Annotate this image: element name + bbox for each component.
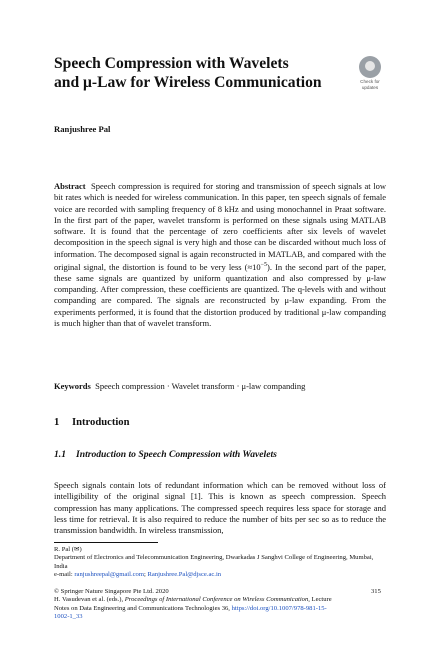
- abstract: [54, 181, 386, 329]
- footnote-rule: [54, 542, 158, 543]
- title-line-2: and μ-Law for Wireless Communication: [54, 74, 322, 91]
- subsection-number: 1.1: [54, 449, 66, 460]
- citation-proceedings: Proceedings of International Conference on Wireless Communication: [124, 596, 309, 604]
- section-heading: [54, 417, 130, 428]
- title-line-1: Speech Compression with Wavelets: [54, 55, 289, 72]
- author-name: Ranjushree Pal: [54, 124, 111, 134]
- section-number: 1: [54, 417, 60, 428]
- check-updates-icon: [359, 56, 381, 78]
- citation-series: , Lecture Notes on Data Engineering and Communications Technologies 36,: [54, 596, 332, 612]
- badge-text-2: updates: [361, 85, 379, 90]
- copyright-line: © Springer Nature Singapore Pte Ltd. 2020: [54, 588, 169, 595]
- author-footnote: [54, 546, 386, 580]
- paper-title: [54, 54, 344, 92]
- abstract-exponent: −5: [260, 261, 268, 268]
- subsection-title: Introduction to Speech Compression with Wavelets: [76, 449, 277, 460]
- email-separator: ;: [143, 571, 146, 579]
- abstract-text-b: ). In the second part of the paper, these same signals are quantized by uniform quantization and also compressed by μ-law companding. After compression, these coefficients are quantized. The q-levels with and without companding are compared. The signals are reconstructed by μ-law expanding. From the experiments performed, it is found that the distortion produced by traditional μ-law companding is much higher than that of wavelet transform.: [54, 261, 386, 328]
- badge-text-1: Check for: [360, 79, 380, 84]
- abstract-text-a: Speech compression is required for storing and transmission of speech signals at low bit rates which is needed for wireless communication. In this paper, ten speech signals of female voice are recorded with sampling frequency of 8 kHz and using monochannel in Praat software. In the first part of the paper, wavelet transform is performed on these signals using MATLAB software. It is found that the percentage of zero coefficients after six levels of wavelet decomposition in the speech signal is very high and those can be discarded without much loss of information. The decomposed signal is again reconstructed in MATLAB, and compared with the original signal, the distortion is found to be very less (≈10: [54, 181, 387, 272]
- footnote-author: R. Pal (✉): [54, 546, 82, 553]
- keywords-label: Keywords: [54, 381, 91, 391]
- email-link-1[interactable]: ranjushreepal@gmail.com: [74, 571, 144, 579]
- doi-link[interactable]: https://doi.org/10.1007/978-981-15-1002-1_33: [54, 604, 327, 621]
- copyright-block: [54, 588, 334, 622]
- keywords-text: Speech compression · Wavelet transform · μ-law companding: [95, 381, 306, 391]
- body-paragraph: Speech signals contain lots of redundant information which can be removed without loss of intelligibility of the original signal [1]. This is known as speech compression. Speech compression has many applications. The compressed speech requires less space for storage and less time for retrieval. It is also required to reduce the number of bits per sec so as to reduce the transmission bandwidth. In wireless transmission,: [54, 480, 386, 535]
- subsection-heading: [54, 449, 277, 460]
- citation-editors: H. Vasudevan et al. (eds.),: [54, 596, 124, 604]
- footnote-email-label: e-mail:: [54, 571, 73, 579]
- check-for-updates-badge[interactable]: [355, 56, 385, 92]
- abstract-label: Abstract: [54, 181, 86, 191]
- page-number: 315: [371, 588, 381, 595]
- keywords: [54, 381, 386, 392]
- section-title: Introduction: [72, 417, 130, 428]
- footnote-affiliation: Department of Electronics and Telecommunication Engineering, Dwarkadas J Sanghvi College of Engineering, Mumbai, India: [54, 554, 374, 570]
- email-link-2[interactable]: Ranjushree.Pal@djsce.ac.in: [147, 571, 222, 579]
